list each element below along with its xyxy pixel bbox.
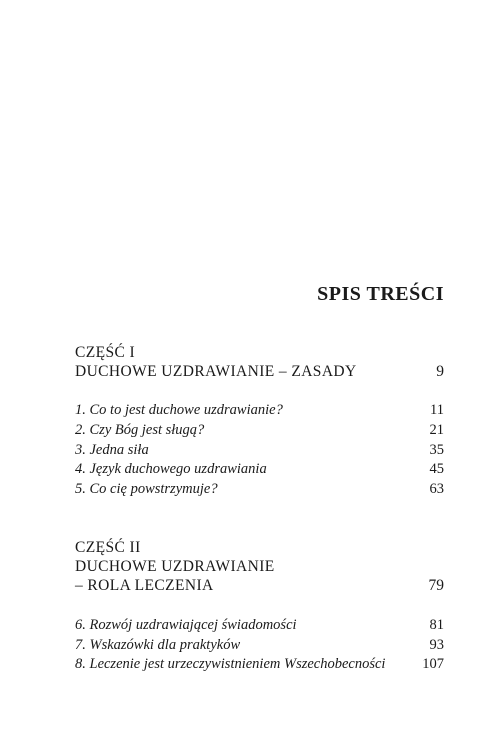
toc-entry (75, 617, 444, 637)
toc-entry-title: 1. Co to jest duchowe uzdrawianie? (75, 402, 283, 418)
toc-entry-title: 8. Leczenie jest urzeczywistnieniem Wszechobecności (75, 656, 386, 672)
part-2-heading-line-2: – ROLA LECZENIA (75, 577, 214, 594)
toc-entry-page: 81 (429, 617, 444, 633)
toc-entry-title: 2. Czy Bóg jest sługą? (75, 422, 205, 438)
toc-entry-page: 11 (430, 402, 444, 418)
part-2-label: CZĘŚĆ II (75, 539, 141, 556)
toc-entry (75, 637, 444, 657)
toc-entry-page: 93 (429, 637, 444, 653)
toc-title: SPIS TREŚCI (317, 283, 444, 305)
toc-entry (75, 461, 444, 481)
toc-entry (75, 422, 444, 442)
toc-entry-page: 21 (429, 422, 444, 438)
part-1-heading: DUCHOWE UZDRAWIANIE – ZASADY (75, 363, 357, 380)
toc-entry-page: 107 (422, 656, 444, 672)
toc-entry-title: 7. Wskazówki dla praktyków (75, 637, 241, 653)
toc-entry (75, 481, 444, 501)
part-1-label: CZĘŚĆ I (75, 344, 136, 361)
part-1-page-number: 9 (436, 363, 444, 380)
toc-entry (75, 402, 444, 422)
part-2-page-number: 79 (428, 577, 444, 594)
toc-entry-title: 5. Co cię powstrzymuje? (75, 481, 218, 497)
part-2-heading-line-1: DUCHOWE UZDRAWIANIE (75, 558, 275, 575)
toc-entry-page: 45 (429, 461, 444, 477)
toc-entry (75, 656, 444, 676)
toc-entry-title: 4. Język duchowego uzdrawiania (75, 461, 267, 477)
toc-entry (75, 442, 444, 462)
toc-entry-page: 35 (429, 442, 444, 458)
toc-entry-title: 6. Rozwój uzdrawiającej świadomości (75, 617, 297, 633)
toc-entry-page: 63 (429, 481, 444, 497)
toc-entry-title: 3. Jedna siła (75, 442, 149, 458)
